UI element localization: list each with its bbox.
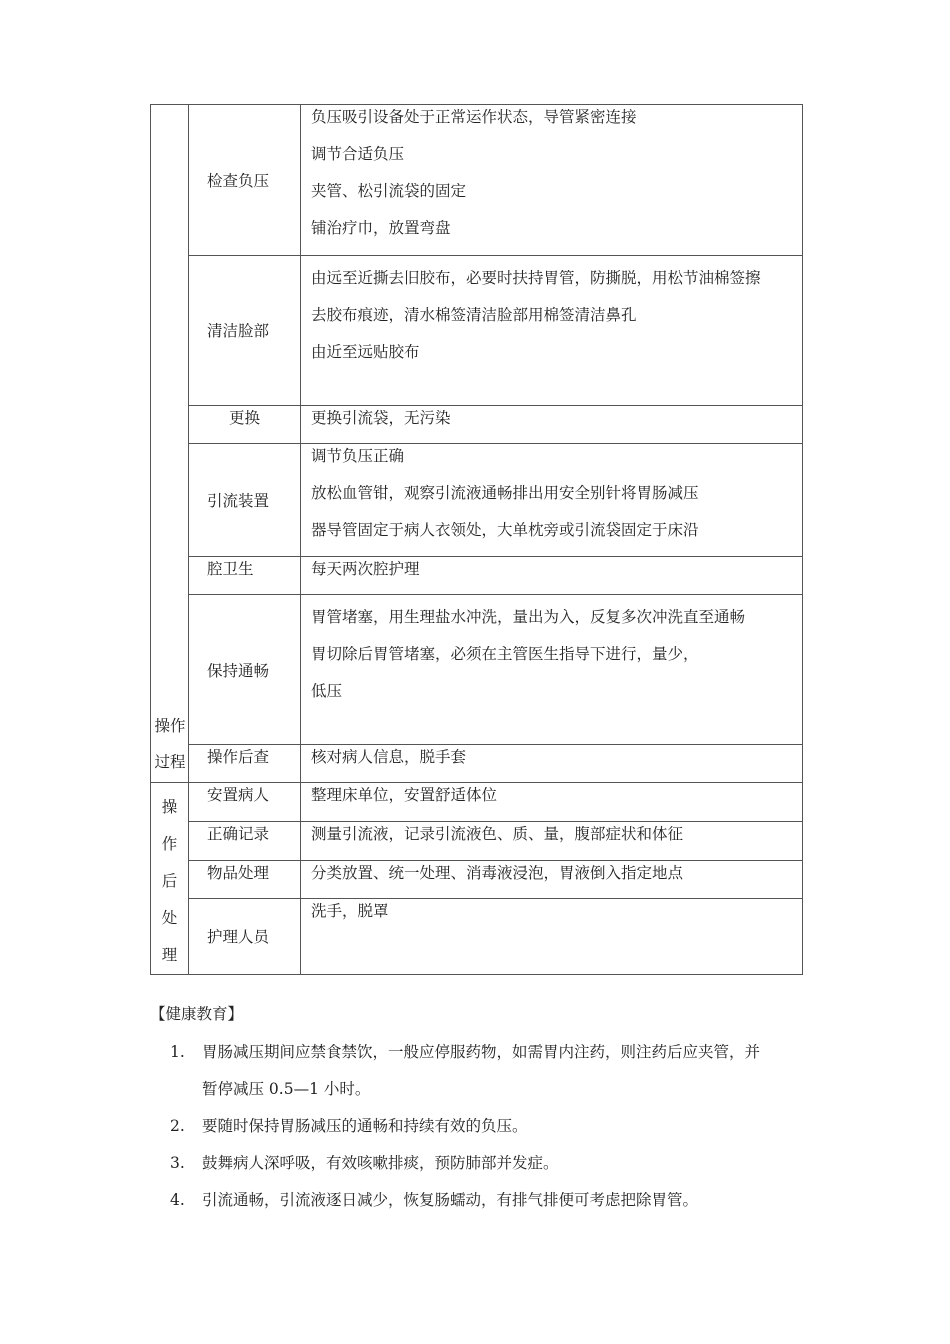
step-label: 保持通畅 — [207, 662, 270, 680]
detail-cell — [301, 444, 803, 557]
table-row — [151, 860, 803, 899]
table-row — [151, 557, 803, 595]
list-line: 胃肠减压期间应禁食禁饮，一般应停服药物，如需胃内注药，则注药后应夹管，并 — [202, 1043, 761, 1061]
step-cell — [189, 821, 301, 860]
detail-line: 洗手，脱罩 — [311, 902, 389, 921]
detail-line: 夹管、松引流袋的固定 — [311, 182, 467, 200]
detail-line: 由远至近撕去旧胶布，必要时扶持胃管，防撕脱，用松节油棉签擦 — [311, 269, 761, 287]
procedure-table — [150, 104, 803, 975]
detail-line: 整理床单位，安置舒适体位 — [311, 786, 498, 804]
step-cell — [189, 783, 301, 822]
step-label: 更换 — [228, 409, 260, 427]
table-row — [151, 595, 803, 745]
step-cell — [189, 406, 301, 444]
list-number: 3. — [170, 1154, 185, 1172]
detail-cell — [301, 406, 803, 444]
list-item — [150, 1108, 830, 1145]
section-cell-after-operation — [151, 783, 189, 975]
detail-cell — [301, 821, 803, 860]
detail-line: 测量引流液，记录引流液色、质、量，腹部症状和体征 — [311, 824, 684, 843]
section-title: 【健康教育】 — [150, 1005, 244, 1023]
section-label-after-operation: 操 作 后 处 理 — [161, 798, 178, 964]
step-label: 护理人员 — [207, 928, 270, 947]
step-cell — [189, 860, 301, 899]
step-label: 操作后查 — [207, 748, 270, 766]
step-cell — [189, 105, 301, 256]
list-number: 2. — [170, 1117, 185, 1135]
table-row — [151, 256, 803, 406]
detail-line: 每天两次腔护理 — [311, 560, 420, 578]
step-label: 检查负压 — [207, 172, 270, 190]
detail-line: 胃管堵塞，用生理盐水冲洗，量出为入，反复多次冲洗直至通畅 — [311, 608, 746, 626]
detail-line: 分类放置、统一处理、消毒液浸泡，胃液倒入指定地点 — [311, 863, 684, 882]
table-row — [151, 105, 803, 256]
list-line: 引流通畅，引流液逐日减少，恢复肠蠕动，有排气排便可考虑把除胃管。 — [202, 1191, 699, 1209]
step-label: 正确记录 — [207, 824, 270, 843]
section-cell-operation — [151, 105, 189, 783]
detail-line: 更换引流袋，无污染 — [311, 409, 451, 427]
list-item — [150, 1145, 830, 1182]
step-label: 安置病人 — [207, 786, 270, 804]
step-label: 腔卫生 — [207, 560, 254, 578]
detail-line: 由近至远贴胶布 — [311, 343, 420, 361]
section-label-operation: 操作 过程 — [154, 717, 186, 771]
list-line: 要随时保持胃肠减压的通畅和持续有效的负压。 — [202, 1117, 528, 1135]
step-cell — [189, 899, 301, 975]
detail-cell — [301, 783, 803, 822]
detail-line: 胃切除后胃管堵塞，必须在主管医生指导下进行，量少， — [311, 645, 699, 663]
step-cell — [189, 444, 301, 557]
step-label: 清洁脸部 — [207, 322, 270, 340]
detail-line: 核对病人信息，脱手套 — [311, 748, 467, 766]
detail-line: 去胶布痕迹，清水棉签清洁脸部用棉签清洁鼻孔 — [311, 306, 637, 324]
table-row — [151, 821, 803, 860]
table-row — [151, 899, 803, 975]
list-line: 鼓舞病人深呼吸，有效咳嗽排痰，预防肺部并发症。 — [202, 1154, 559, 1172]
step-cell — [189, 595, 301, 745]
table-row — [151, 444, 803, 557]
health-education — [150, 1000, 830, 1219]
list-line: 暂停减压 0.5—1 小时。 — [202, 1080, 371, 1098]
list-number: 4. — [170, 1191, 185, 1209]
step-cell — [189, 745, 301, 783]
table-row — [151, 745, 803, 783]
list-number: 1. — [170, 1043, 185, 1061]
detail-cell — [301, 899, 803, 975]
detail-line: 放松血管钳，观察引流液通畅排出用安全别针将胃肠减压 — [311, 484, 699, 502]
detail-line: 铺治疗巾，放置弯盘 — [311, 219, 451, 237]
list-item — [150, 1182, 830, 1219]
list-item — [150, 1034, 830, 1108]
step-label: 引流装置 — [207, 492, 270, 510]
detail-cell — [301, 256, 803, 406]
detail-line: 调节合适负压 — [311, 145, 405, 163]
detail-line: 调节负压正确 — [311, 447, 405, 465]
detail-cell — [301, 595, 803, 745]
table-row — [151, 783, 803, 822]
step-cell — [189, 557, 301, 595]
detail-cell — [301, 105, 803, 256]
detail-cell — [301, 860, 803, 899]
detail-line: 负压吸引设备处于正常运作状态，导管紧密连接 — [311, 108, 637, 126]
detail-line: 低压 — [311, 682, 343, 700]
detail-line: 器导管固定于病人衣领处，大单枕旁或引流袋固定于床沿 — [311, 521, 699, 539]
detail-cell — [301, 745, 803, 783]
step-cell — [189, 256, 301, 406]
detail-cell — [301, 557, 803, 595]
table-row — [151, 406, 803, 444]
step-label: 物品处理 — [207, 863, 270, 882]
